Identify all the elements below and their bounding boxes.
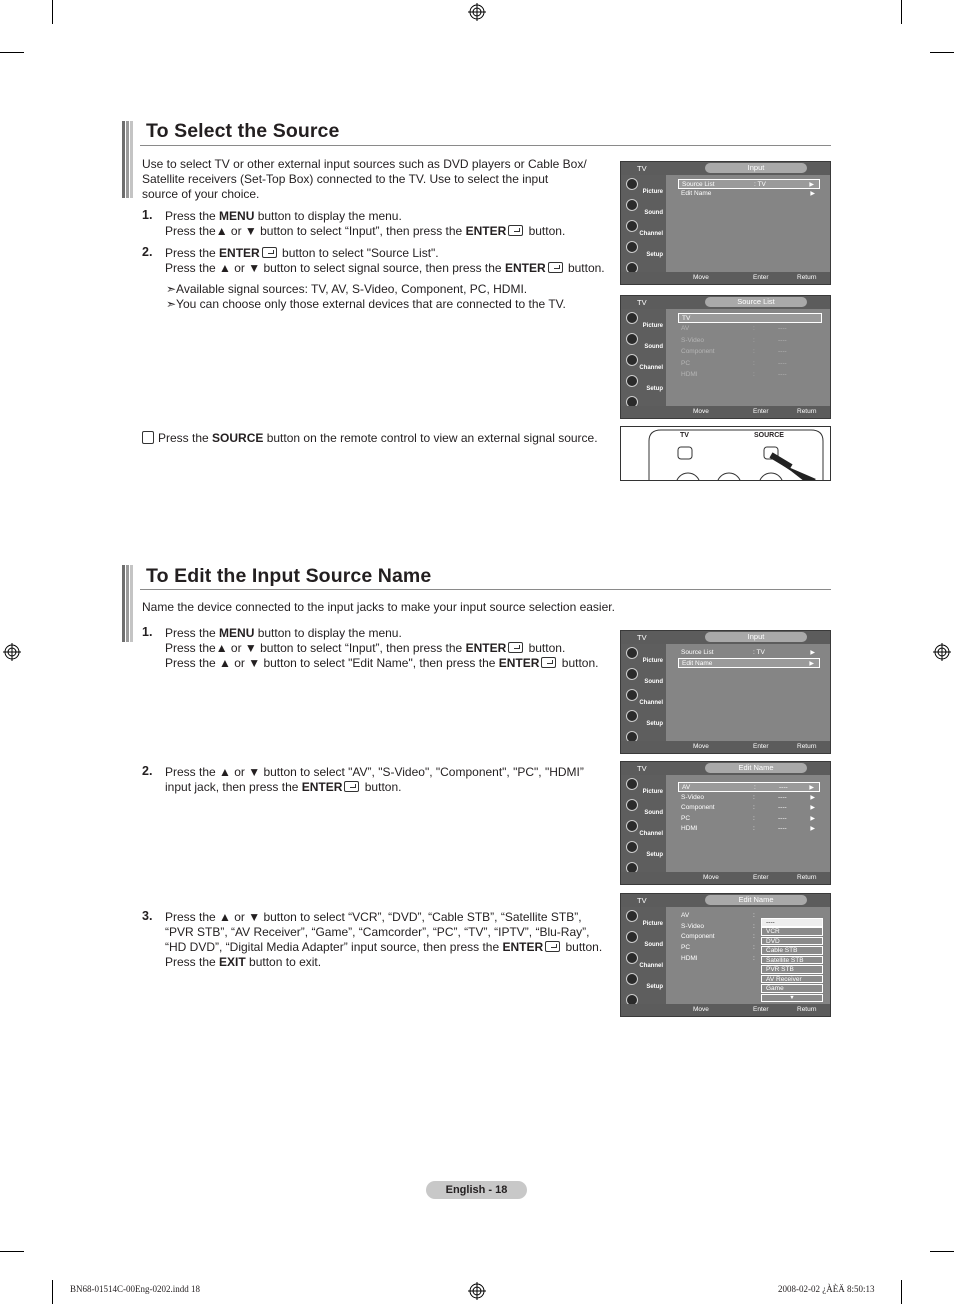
osd-edit-name-dropdown: TV Edit Name Picture Sound Channel Setup AV : S-Video : Component : PC : HDMI : ---- VCR DVD Cable STB Satellite STB PVR STB AV Receiver Game ▼ Move Enter Return (620, 893, 831, 1017)
remote-tv-label: TV (680, 432, 689, 439)
step-number: 1. (142, 208, 153, 222)
footer-file: BN68-01514C-00Eng-0202.indd 18 (70, 1284, 200, 1294)
channel-icon (626, 952, 638, 964)
setup-icon (626, 841, 638, 853)
sound-icon (626, 668, 638, 680)
registration-mark-icon (468, 3, 486, 21)
osd-input-menu: TV Input Picture Sound Channel Setup Source List : TV ▶ Edit Name ▶ Move Enter Return (620, 630, 831, 754)
enter-icon (344, 781, 359, 792)
registration-mark-icon (933, 643, 951, 661)
enter-icon (541, 657, 556, 668)
osd-sidebar: Picture Sound Channel Setup (621, 175, 666, 272)
step-number: 2. (142, 245, 153, 259)
step-text: Press the ENTER button to select "Source List". Press the ▲ or ▼ button to select signal source, then press the ENTER button. (165, 246, 605, 275)
sound-icon (626, 931, 638, 943)
section-bar (122, 565, 133, 642)
sound-icon (626, 199, 638, 211)
enter-icon (262, 247, 277, 258)
picture-icon (626, 778, 638, 790)
step-text: Press the MENU button to display the menu. Press the▲ or ▼ button to select “Input”, then press the ENTER button. (165, 209, 566, 238)
intro-text: Name the device connected to the input jacks to make your input source selection easier. (142, 600, 615, 614)
picture-icon (626, 312, 638, 324)
note-text: ➣Available signal sources: TV, AV, S-Video, Component, PC, HDMI. (166, 282, 528, 296)
step-number: 2. (142, 764, 153, 778)
step-number: 1. (142, 625, 153, 639)
osd-edit-name: TV Edit Name Picture Sound Channel Setup AV : ---- ▶ S-Video : ---- ▶ Component : ---- ▶ PC : ---- ▶ HDMI : ---- ▶ Move Enter Return (620, 761, 831, 885)
picture-icon (626, 910, 638, 922)
enter-icon (548, 262, 563, 273)
page-number-badge: English - 18 (426, 1181, 527, 1199)
picture-icon (626, 178, 638, 190)
step-text: Press the MENU button to display the menu. Press the▲ or ▼ button to select “Input”, then press the ENTER button. Press the ▲ or ▼ button to select "Edit Name", then press the ENTER button. (165, 626, 599, 670)
note-text: ➣You can choose only those external devices that are connected to the TV. (166, 297, 566, 311)
enter-icon (508, 642, 523, 653)
remote-source-label: SOURCE (754, 432, 784, 439)
remote-icon (142, 431, 154, 444)
registration-mark-icon (468, 1282, 486, 1300)
channel-icon (626, 220, 638, 232)
registration-mark-icon (3, 643, 21, 661)
sound-icon (626, 799, 638, 811)
enter-icon (508, 225, 523, 236)
channel-icon (626, 354, 638, 366)
enter-icon (545, 941, 560, 952)
setup-icon (626, 241, 638, 253)
step-text: Press the ▲ or ▼ button to select "AV”, "S-Video", "Component", "PC", "HDMI” input jack, then press the ENTER button. (165, 765, 584, 794)
osd-source-list: TV Source List Picture Sound Channel Setup TV AV : ---- S-Video : ---- Component : ---- PC : ---- HDMI : ---- Move Enter Return (620, 295, 831, 419)
step-number: 3. (142, 909, 153, 923)
channel-icon (626, 820, 638, 832)
setup-icon (626, 710, 638, 722)
osd-input-menu: TV Input Picture Sound Channel Setup Source List : TV ▶ Edit Name ▶ Move Enter Return (620, 161, 831, 285)
sound-icon (626, 333, 638, 345)
section-rule (140, 589, 831, 590)
setup-icon (626, 375, 638, 387)
setup-icon (626, 973, 638, 985)
remote-illustration (620, 426, 831, 481)
channel-icon (626, 689, 638, 701)
remote-note: Press the SOURCE button on the remote control to view an external signal source. (142, 431, 612, 446)
step-text: Press the ▲ or ▼ button to select “VCR”, “DVD”, “Cable STB”, “Satellite STB”, “PVR STB”, “AV Receiver”, “Game”, “Camcorder”, “PC”, “TV”, “IPTV”, “Blu-Ray”, “HD DVD”, “Digital Media Adapter” input source, then press the ENTER button. Press the EXIT button to exit. (165, 910, 603, 969)
picture-icon (626, 647, 638, 659)
section-bar (122, 121, 133, 198)
section-rule (140, 145, 831, 146)
intro-text: Use to select TV or other external input sources such as DVD players or Cable Box/ Satellite receivers (Set-Top Box) connected to the TV. Use to select the input source of your choice. (142, 157, 587, 201)
section-title: To Edit the Input Source Name (146, 565, 432, 587)
section-title: To Select the Source (146, 120, 340, 142)
footer-date: 2008-02-02 ¿ÀÈÄ 8:50:13 (778, 1284, 875, 1294)
